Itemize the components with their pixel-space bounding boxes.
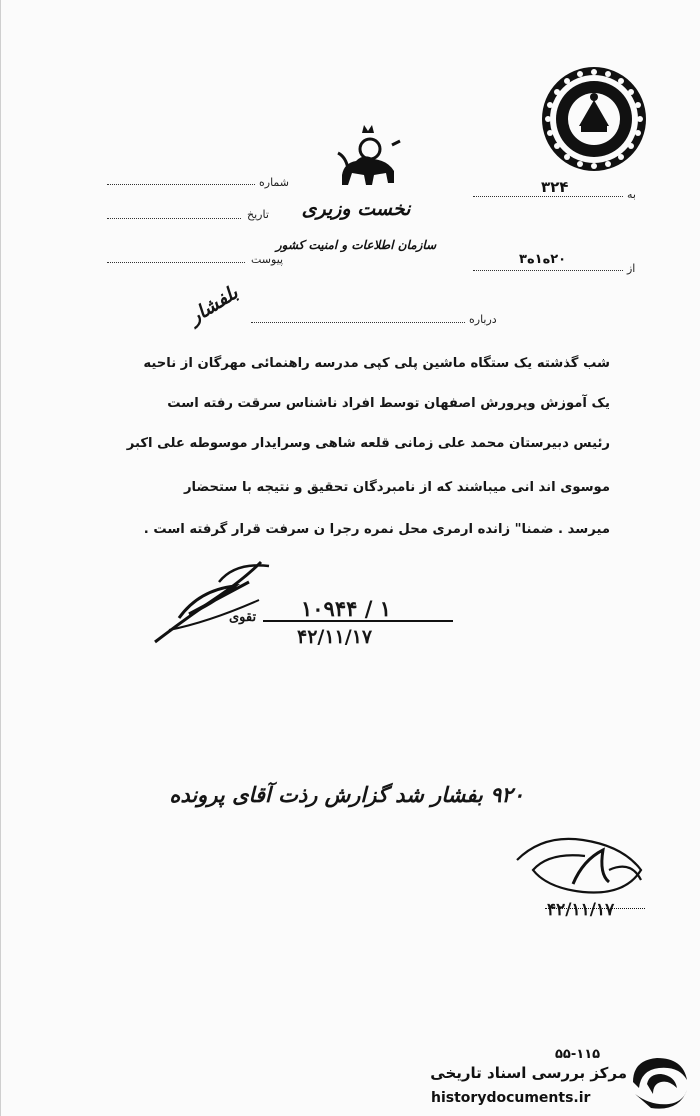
to-field-value: ۳۲۴ — [541, 178, 569, 196]
second-signature-date: ۴۲/۱۱/۱۷ — [547, 900, 615, 920]
second-signature-icon — [513, 830, 653, 910]
attachment-field-label: پیوست — [251, 253, 284, 266]
handwritten-note: ۹۲۰ بفشار شد گزارش رذت آقای پرونده — [169, 782, 524, 807]
lion-and-sun-emblem-icon — [334, 123, 404, 193]
organization-subtitle: سازمان اطلاعات و امنیت کشور — [275, 238, 437, 252]
page-code: ۵۵-۱۱۵ — [555, 1047, 601, 1062]
from-field-line — [473, 270, 623, 271]
attachment-field-line — [107, 262, 245, 263]
body-line: شب گذشته یک ستگاه ماشین پلی کپی مدرسه راهنمائی مهرگان از ناحیه — [143, 356, 610, 371]
archive-name: مرکز بررسی اسناد تاریخی — [430, 1064, 627, 1082]
body-line: موسوی اند انی میباشند که از نامبردگان تحقیق و نتیجه با ستحضار — [183, 480, 610, 495]
subject-field-label: درباره — [469, 313, 497, 326]
subject-handwritten-value: بلفشار — [185, 281, 242, 329]
second-signature-line — [545, 908, 645, 909]
signature-name: تقوی — [229, 610, 257, 625]
from-field-value: ۲۰ه۱ه۳ — [519, 252, 567, 267]
subject-field-line — [251, 322, 465, 323]
official-seal-icon — [539, 64, 649, 174]
signature-date: ۴۲/۱۱/۱۷ — [297, 626, 373, 648]
from-field-label: از — [627, 262, 636, 275]
body-line: میرسد . ضمنا" زانده ارمری محل نمره رجرا ن سرفت قرار گرفته است . — [143, 522, 610, 537]
to-field-label: به — [627, 188, 636, 201]
signature-scribble-icon — [149, 556, 279, 652]
number-field-line — [107, 184, 255, 185]
number-field-label: شماره — [259, 176, 290, 189]
to-field-line — [473, 196, 623, 197]
signature-underline — [263, 620, 453, 622]
date-field-label: تاریخ — [247, 208, 269, 221]
archive-website: historydocuments.ir — [431, 1090, 591, 1106]
date-field-line — [107, 218, 241, 219]
body-line: یک آموزش وپرورش اصفهان توسط افراد ناشناس سرقت رفته است — [167, 396, 610, 411]
signature-reference: ۱۰۹۴۴ / ۱ — [301, 596, 391, 621]
body-line: رئیس دبیرستان محمد علی زمانی قلعه شاهی وسرایدار موسوطه علی اکبر — [126, 436, 610, 451]
organization-title: نخست وزیری — [301, 198, 411, 220]
archive-logo-icon — [627, 1054, 691, 1110]
